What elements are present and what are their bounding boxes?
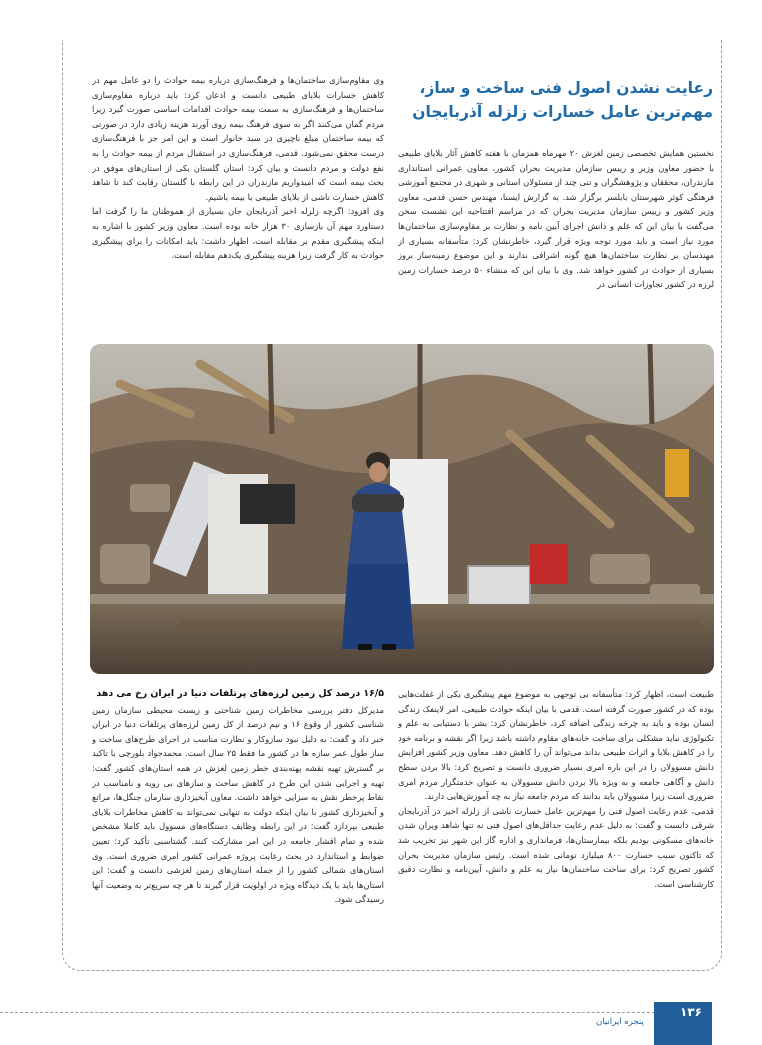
section-heading: ۱۶/۵ درصد کل زمین لرزه‌های پرتلفات دنیا در ایران رخ می دهد [96,688,384,699]
right-column-bottom [398,687,714,973]
paragraph: قدمی، عدم رعایت اصول فنی را مهم‌ترین عامل خسارت ناشی از زلزله اخیر در آذربایجان شرقی دانست و گفت: به دلیل عدم رعایت حداقل‌های اصول فنی نه تنها شاهد ویران شدن خانه‌های مسکونی بودیم بلکه بیمارستان‌ها، فرمانداری و اداره گاز این شهر نیز تخریب شد که تاکنون سبب خسارت ۸۰۰ میلیارد تومانی شده است. رئیس سازمان مدیریت بحران کشور تصریح کرد: برای ساخت ساختمان‌ها نیاز به علم و دانش، آیین‌نامه و نظارت دقیق کارشناسی است. [398,805,714,889]
paragraph: وی افزود: اگرچه زلزله اخیر آذربایجان جان بسیاری از هموطنان ما را گرفت اما دستاورد مهم آن بازسازی ۳۰ هزار خانه بوده است. معاون وزیر کشور با اشاره به اینکه پیشگیری مقدم بر مقابله است، اظهار داشت: باید امکانات را برای پیشگیری حوادث به کار گرفت زیرا هزینه پیشگیری یک‌دهم مقابله است. [92,206,384,261]
earthquake-photo [90,344,714,674]
page-number: ۱۳۶ [680,1005,702,1019]
paragraph: وی مقاوم‌سازی ساختمان‌ها و فرهنگ‌سازی درباره بیمه حوادث را دو عامل مهم در کاهش خسارات بلایای طبیعی دانست و اذعان کرد: باید درباره مقاوم‌سازی ساختمان‌ها و فرهنگ‌سازی به سمت بیمه حوادث اقدامات اساسی صورت گیرد زیرا مردم گمان می‌کنند اگر به سوی فرهنگ بیمه روی آورند هزینه زیادی دارد در صورتی که بیمه ساختمان مبلغ ناچیزی در سبد خانوار است و این امر جز با فرهنگ‌سازی درست محقق نمی‌شود. قدمی، فرهنگ‌سازی در استقبال مردم از بیمه حوادث را به نفع دولت و مردم دانست و بیان کرد: استان گلستان یکی از استان‌های موفق در بحث بیمه است که امیدواریم مازندران در این رابطه با گلستان رقابت کند تا شاهد کاهش خسارت ناشی از بلایای طبیعی با بیمه باشیم. [92,75,384,202]
magazine-name: پنجره ایرانیان [596,1017,644,1027]
paragraph: طبیعت است، اظهار کرد: متأسفانه بی توجهی به موضوع مهم پیشگیری یکی از غفلت‌هایی بوده که در کشور صورت گرفته است. قدمی با بیان اینکه حوادث طبیعی، امر لاینفک زندگی انسان بوده و باید به چرخه زندگی اضافه کرد، خاطرنشان کرد: بشر با دستیابی به علم و تکنولوژی نباید مشکلی برای ساخت خانه‌های مقاوم داشته باشد زیرا اگر نقشه و برنامه خود را در کاهش بلایا و اثرات طبیعی بداند می‌تواند آن را کاهش دهد. معاون وزیر کشور افزایش دانش مسوولان را در این باره امری بسیار ضروری دانست و تصریح کرد: بالا بردن سطح دانش و آگاهی جامعه و به ویژه بالا بردن دانش مسوولان به عنوان خدمتگزار مردم امری ضروری است زیرا مسوولان باید بدانند که مردم جامعه نیاز به چه آموزش‌هایی دارند. [398,689,714,802]
left-column-top [92,73,384,343]
article-title: رعایت نشدن اصول فنی ساخت و ساز، مهم‌ترین عامل خسارات زلزله آذربایجان [412,79,713,121]
footer-divider [0,1012,700,1013]
paragraph: نخستین همایش تخصصی زمین لغزش ۲۰ مهرماه همزمان با هفته کاهش آثار بلایای طبیعی با حضور معاون وزیر و رییس سازمان مدیریت بحران کشور، معاون عمرانی استانداری مازندران، محققان و پژوهشگران و تنی چند از مسئولان استانی و شهری در مجتمع آموزشی فرهنگی کوثر شهرستان بابلسر برگزار شد. به گزارش ایسنا، مهندس حسن قدمی، معاون وزیر کشور و رییس سازمان مدیریت بحران که در مراسم افتتاحیه این نشست سخن می‌گفت با بیان این که علم و دانش اجرای آیین نامه و نظارت بر مقاوم‌سازی ساختمان‌ها مورد نیاز است و باید مورد توجه ویژه قرار گیرد، خاطرنشان کرد: متأسفانه بسیاری از مهندسان بر نظارت ساختمان‌ها هیچ گونه اشرافی ندارند و این موضوع زمینه‌ساز بروز بسیاری از حوادث در کشور خواهد شد. وی با بیان این که منشاء ۵۰ درصد خسارات زمین لرزه در کشور تجاوزات انسانی در [398,148,714,290]
right-column-top [398,146,714,342]
left-column-bottom [92,687,384,973]
paragraph: مدیرکل دفتر بررسی مخاطرات زمین شناختی و زیست محیطی سازمان زمین شناسی کشور از وقوع ۱۶ و نیم درصد از کل زمین لرزه‌های پرتلفات دنیا در ایران خبر داد و گفت: به دلیل نبود سازوکار و نظارت مناسب در اجرای طرح‌های ساخت و ساز طول عمر سازه ها در کشور ما فقط ۲۵ سال است. محمدجواد بلورچی با تاکید بر گسترش تهیه نقشه پهنه‌بندی خطر زمین لغزش در همه استان‌های کشور گفت: تهیه و اجرایی شدن این طرح در کاهش ساخت و سازهای بی رویه و نامناسب در نقاط پرخطر نقش به سزایی خواهد داشت. معاون آبخیزداری سازمان جنگل‌ها، مراتع و آبخیزداری کشور با بیان اینکه دولت به تنهایی نمی‌تواند به کاهش مخاطرات بلایای طبیعی بپردازد گفت: در این رابطه وظایف دستگاه‌های مسوول باید کاملا مشخص شده و تمام اقشار جامعه در این امر مشارکت کنند. گشتاسبی تأکید کرد: تعیین ضوابط و استاندارد در بحث رعایت پروژه عمرانی کشور امری ضروری است. وی استان‌های شمالی کشور را از جمله استان‌های زمین لغزشی دانست و گفت: این استان‌ها باید با یک دیدگاه ویژه در اولویت قرار گیرند تا هر چه سریع‌تر به وضعیت آنها رسیدگی شود. [92,704,384,905]
